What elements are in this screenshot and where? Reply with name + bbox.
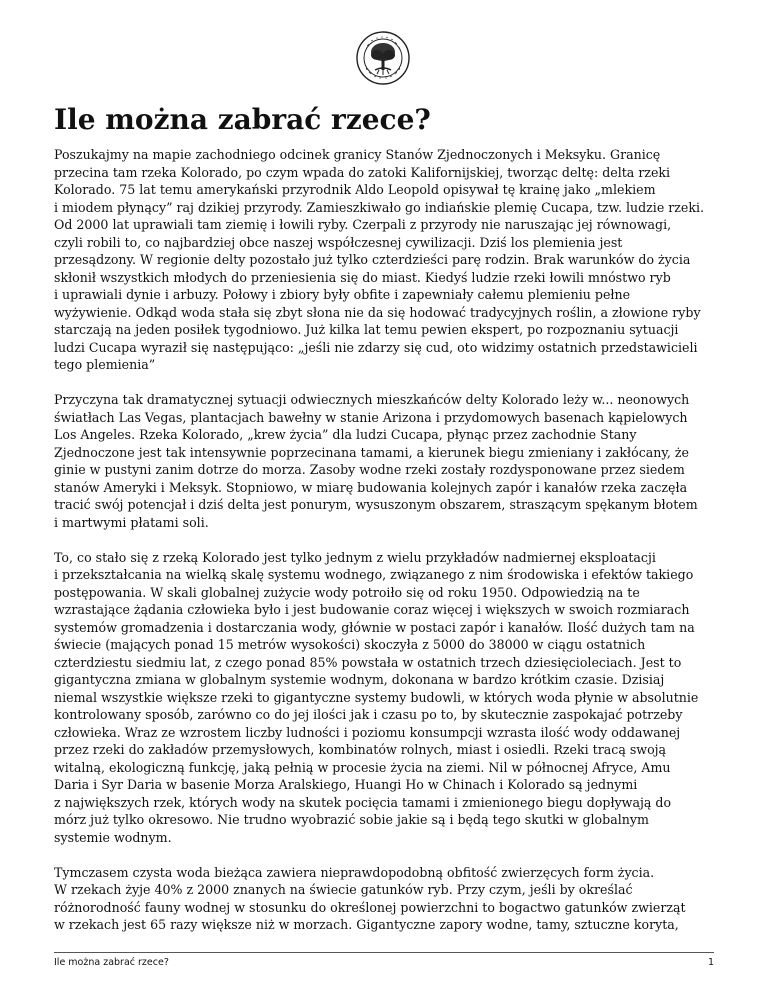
text-line: skłonił wszystkich młodych do przeniesienia się do miast. Kiedyś ludzie rzeki łowili mnóstwo ryb <box>54 269 671 285</box>
text-line: czterdziestu siedmiu lat, z czego ponad 85% powstała w ostatnich trzech dziesięcioleciach. Jest to <box>54 654 682 670</box>
text-line: świecie (mających ponad 15 metrów wysokości) skoczyła z 5000 do 38000 w ciągu ostatnich <box>54 637 646 652</box>
text-line: tracić swój potencjał i dziś delta jest ponurym, wysuszonym obszarem, straszącym spękanym błotem <box>54 497 698 512</box>
text-line: starczają na jeden posiłek tygodniowo. Już kilka lat temu pewien ekspert, po rozpoznaniu sytuacji <box>54 322 679 337</box>
text-line: Od 2000 lat uprawiali tam ziemię i łowili ryby. Czerpali z przyrody nie naruszając jej równowagi, <box>54 217 672 232</box>
text-line: różnorodność fauny wodnej w stosunku do określonej powierzchni to bogactwo gatunków zwierząt <box>54 899 686 915</box>
text-line: przecina tam rzeka Kolorado, po czym wpada do zatoki Kalifornijskiej, tworząc deltę: delta rzeki <box>54 164 671 180</box>
paragraph <box>54 549 716 847</box>
text-line: Zjednoczone jest tak intensywnie poprzecinana tamami, a kierunek biegu zmieniany i zakłócany, że <box>54 444 689 460</box>
text-line: wzrastające żądania człowieka było i jest budowanie coraz więcej i większych w swoich rozmiarach <box>54 602 690 617</box>
text-line: w rzekach jest 65 razy większe niż w morzach. Gigantyczne zapory wodne, tamy, sztuczne koryta, <box>54 917 679 932</box>
paragraph <box>54 391 716 531</box>
text-line: tego plemienia” <box>54 357 156 372</box>
text-line: człowieka. Wraz ze wzrostem liczby ludności i poziomu konsumpcji wzrasta ilość wody oddawanej <box>54 724 681 740</box>
text-line: kontrolowany sposób, zarówno co do jej ilości jak i czasu po to, by skutecznie zaspokajać potrzeby <box>54 707 683 722</box>
footer-title: Ile można zabrać rzece? <box>54 957 169 968</box>
tree-seal-logo <box>355 30 411 86</box>
text-line: gigantyczna zmiana w globalnym systemie wodnym, dokonana w bardzo krótkim czasie. Dzisiaj <box>54 672 665 687</box>
text-line: mórz już tylko okresowo. Nie trudno wyobrazić sobie jakie są i będą tego skutki w globalnym <box>54 812 649 827</box>
text-line: Kolorado. 75 lat temu amerykański przyrodnik Aldo Leopold opisywał tę krainę jako „mlekiem <box>54 182 656 197</box>
text-line: witalną, ekologiczną funkcję, jaką pełnią w procesie życia na ziemi. Nil w północnej Afryce, Amu <box>54 759 671 775</box>
text-line: Przyczyna tak dramatycznej sytuacji odwiecznych mieszkańców delty Kolorado leży w... neonowych <box>54 392 690 407</box>
paragraph <box>54 146 716 374</box>
page-number: 1 <box>707 957 714 968</box>
text-line: i martwymi płatami soli. <box>54 514 209 530</box>
document-title: Ile można zabrać rzece? <box>54 103 431 136</box>
text-line: systemie wodnym. <box>54 829 172 845</box>
text-line: czyli robili to, co najbardziej obce naszej współczesnej cywilizacji. Dziś los plemienia jest <box>54 234 623 250</box>
text-line: i uprawiali dynie i arbuzy. Połowy i zbiory były obfite i zapewniały całemu plemieniu pełne <box>54 287 631 302</box>
paragraph <box>54 864 716 934</box>
text-line: Tymczasem czysta woda bieżąca zawiera nieprawdopodobną obfitość zwierzęcych form życia. <box>54 864 655 880</box>
text-line: i miodem płynący” raj dzikiej przyrody. Zamieszkiwało go indiańskie plemię Cucapa, tzw. ludzie rzeki. <box>54 199 705 215</box>
text-line: Los Angeles. Rzeka Kolorado, „krew życia” dla ludzi Cucapa, płynąc przez zachodnie Stany <box>54 427 637 442</box>
text-line: wyżywienie. Odkąd woda stała się zbyt słona nie da się hodować tradycyjnych roślin, a złowione ryby <box>54 304 701 320</box>
text-line: Daria i Syr Daria w basenie Morza Aralskiego, Huangi Ho w Chinach i Kolorado są jednymi <box>54 777 638 792</box>
article-body <box>54 146 716 951</box>
text-line: przesądzony. W regionie delty pozostało już tylko czterdzieści parę rodzin. Brak warunków do życia <box>54 252 691 267</box>
text-line: i przekształcania na wielką skalę systemu wodnego, związanego z nim środowiska i efektów takiego <box>54 567 694 582</box>
footer-divider <box>54 952 714 953</box>
text-line: z największych rzek, których wody na skutek pocięcia tamami i zmienionego biegu dopływają do <box>54 794 672 810</box>
text-line: To, co stało się z rzeką Kolorado jest tylko jednym z wielu przykładów nadmiernej eksploatacji <box>54 549 656 565</box>
text-line: niemal wszystkie większe rzeki to gigantyczne systemy budowli, w których woda płynie w absolutnie <box>54 689 699 705</box>
text-line: stanów Ameryki i Meksyk. Stopniowo, w miarę budowania kolejnych zapór i kanałów rzeka zaczęła <box>54 479 688 495</box>
text-line: postępowania. W skali globalnej zużycie wody potroiło się od roku 1950. Odpowiedzią na te <box>54 584 640 600</box>
text-line: W rzekach żyje 40% z 2000 znanych na świecie gatunków ryb. Przy czym, jeśli by określać <box>54 882 633 897</box>
text-line: światłach Las Vegas, plantacjach bawełny w stanie Arizona i przydomowych basenach kąpielowych <box>54 409 688 425</box>
text-line: Poszukajmy na mapie zachodniego odcinek granicy Stanów Zjednoczonych i Meksyku. Granicę <box>54 147 661 162</box>
text-line: ludzi Cucapa wyraził się następująco: „jeśli nie zdarzy się cud, oto widzimy ostatnich przedstawicieli <box>54 339 698 355</box>
text-line: systemów gromadzenia i dostarczania wody, głównie w postaci zapór i kanałów. Ilość dużych tam na <box>54 619 695 635</box>
text-line: ginie w pustyni zanim dotrze do morza. Zasoby wodne rzeki zostały rozdysponowane przez siedem <box>54 462 685 477</box>
text-line: przez rzeki do zakładów przemysłowych, kombinatów rolnych, miast i osiedli. Rzeki tracą swoją <box>54 742 667 757</box>
